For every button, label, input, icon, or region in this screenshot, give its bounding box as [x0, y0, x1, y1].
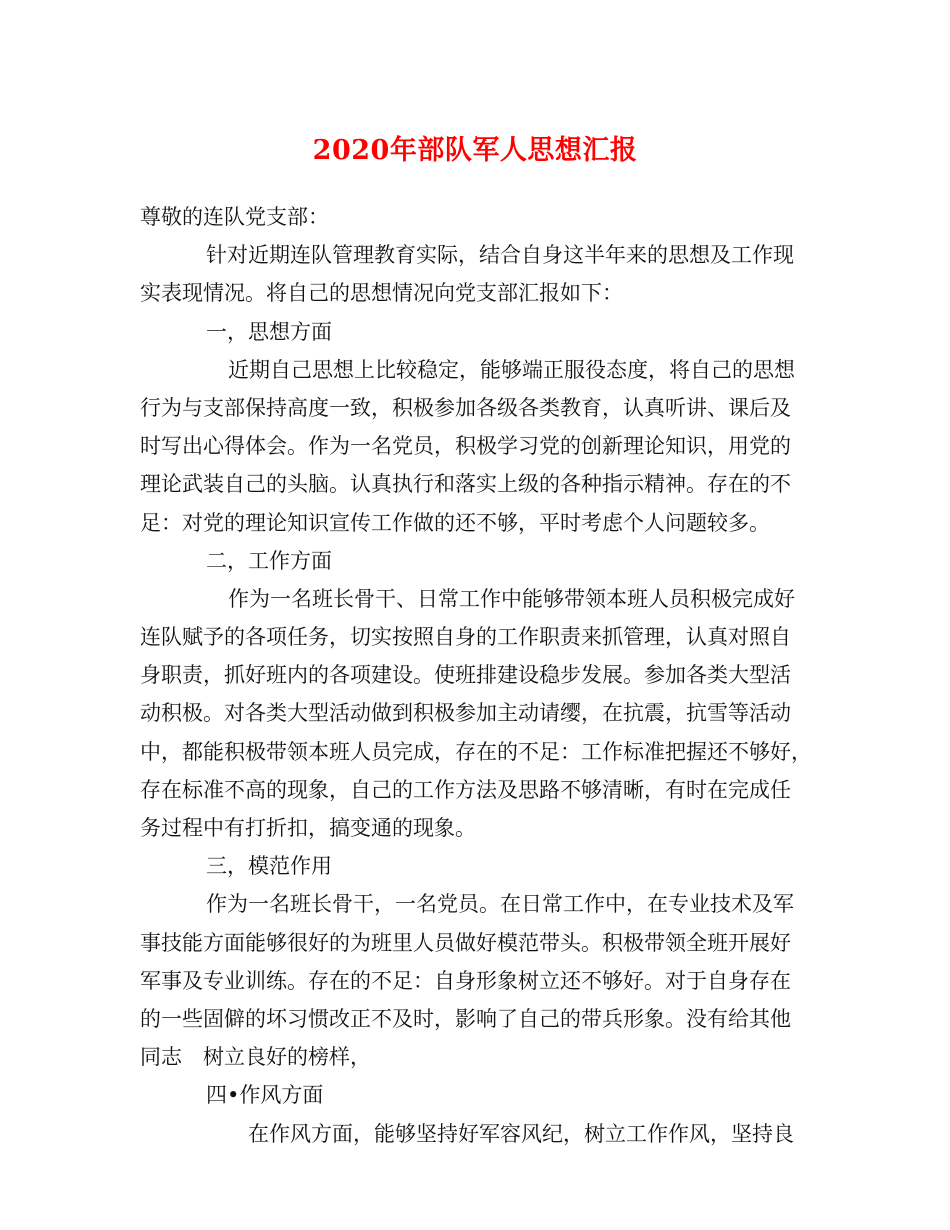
paragraph-line: 务过程中有打折扣，搞变通的现象。 [140, 816, 476, 840]
section-heading: 一，思想方面 [206, 319, 332, 344]
paragraph-line: 近期自己思想上比较稳定，能够端正服役态度，将自己的思想 [228, 357, 795, 382]
paragraph-line: 身职责，抓好班内的各项建设。使班排建设稳步发展。参加各类大型活 [140, 663, 791, 688]
document-title: 2020年部队军人思想汇报 [312, 135, 638, 166]
paragraph-line: 作为一名班长骨干，一名党员。在日常工作中，在专业技术及军 [206, 892, 794, 917]
paragraph-line: 行为与支部保持高度一致，积极参加各级各类教育，认真听讲、课后及 [140, 395, 791, 420]
paragraph-line: 动积极。对各类大型活动做到积极参加主动请缨，在抗震，抗雪等活动 [140, 701, 791, 726]
paragraph-line: 在作风方面，能够坚持好军容风纪，树立工作作风，坚持良 [248, 1121, 794, 1146]
paragraph-line: 中，都能积极带领本班人员完成，存在的不足：工作标准把握还不够好， [140, 739, 812, 764]
paragraph-line: 理论武装自己的头脑。认真执行和落实上级的各种指示精神。存在的不 [140, 472, 791, 497]
paragraph-line: 针对近期连队管理教育实际，结合自身这半年来的思想及工作现 [206, 243, 794, 268]
paragraph-line: 实表现情况。将自己的思想情况向党支部汇报如下： [140, 281, 623, 306]
paragraph-line: 事技能方面能够很好的为班里人员做好模范带头。积极带领全班开展好 [140, 930, 791, 955]
paragraph-line: 同志 树立良好的榜样， [140, 1045, 371, 1070]
paragraph-line: 连队赋予的各项任务，切实按照自身的工作职责来抓管理，认真对照自 [140, 625, 791, 650]
section-heading: 二，工作方面 [206, 548, 332, 573]
paragraph-line: 足：对党的理论知识宣传工作做的还不够，平时考虑个人问题较多。 [140, 510, 770, 535]
document-body [140, 198, 820, 1153]
paragraph-line: 作为一名班长骨干、日常工作中能够带领本班人员积极完成好 [228, 586, 795, 611]
section-heading: 三，模范作用 [206, 854, 332, 879]
paragraph-line: 的一些固僻的坏习惯改正不及时，影响了自己的带兵形象。没有给其他 [140, 1006, 791, 1031]
paragraph-line: 时写出心得体会。作为一名党员，积极学习党的创新理论知识，用党的 [140, 434, 791, 459]
paragraph-line: 军事及专业训练。存在的不足：自身形象树立还不够好。对于自身存在 [140, 968, 791, 993]
salutation-line: 尊敬的连队党支部： [140, 205, 329, 229]
section-heading: 四•作风方面 [206, 1083, 324, 1108]
paragraph-line: 存在标准不高的现象，自己的工作方法及思路不够清晰，有时在完成任 [140, 777, 791, 802]
